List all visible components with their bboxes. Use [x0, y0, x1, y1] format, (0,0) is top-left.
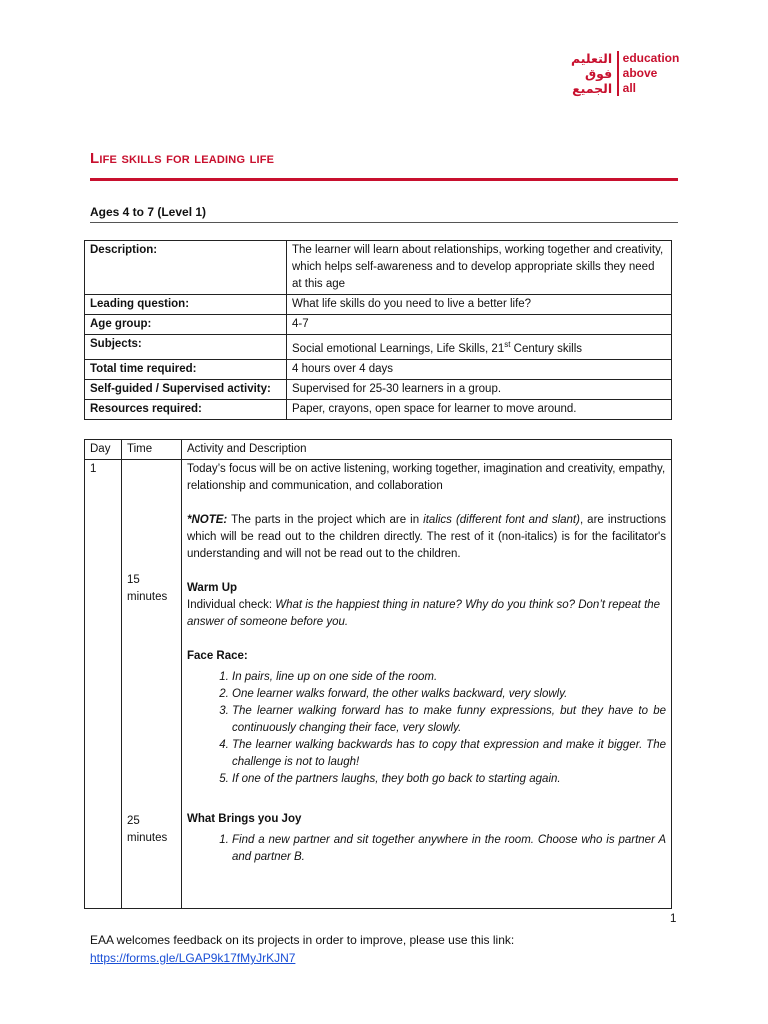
- table-row: [85, 241, 672, 295]
- project-info-table: [84, 240, 672, 420]
- table-row: [85, 295, 672, 315]
- info-value: Paper, crayons, open space for learner to move around.: [287, 399, 672, 419]
- info-value: The learner will learn about relationships, working together and creativity, which helps self-awareness and to develop appropriate skills they need at this age: [287, 241, 672, 295]
- col-header-time: Time: [122, 440, 182, 460]
- subjects-text: Century skills: [510, 342, 583, 355]
- info-value: 4-7: [287, 315, 672, 335]
- list-item: 1. In pairs, line up on one side of the room.: [232, 669, 666, 686]
- joy-heading: What Brings you Joy: [187, 813, 302, 826]
- note-label: *NOTE:: [187, 514, 228, 527]
- face-race-steps: [187, 669, 666, 788]
- time-unit: minutes: [127, 591, 168, 604]
- table-row: [85, 399, 672, 419]
- feedback-link[interactable]: https://forms.gle/LGAP9k17fMyJrKJN7: [90, 951, 296, 965]
- table-row: [85, 315, 672, 335]
- logo-en-line: all: [622, 81, 636, 95]
- warmup-prefix: Individual check:: [187, 599, 276, 612]
- subtitle-divider: [90, 222, 678, 223]
- warmup-heading: Warm Up: [187, 582, 238, 595]
- info-label: Subjects:: [85, 335, 287, 360]
- info-label: Self-guided / Supervised activity:: [85, 379, 287, 399]
- note-italic: italics (different font and slant): [423, 514, 580, 527]
- table-row: [85, 379, 672, 399]
- info-label: Description:: [85, 241, 287, 295]
- list-item: 1. Find a new partner and sit together anywhere in the room. Choose who is partner A and partner B.: [232, 832, 666, 866]
- title-divider: [90, 178, 678, 181]
- time-value: 15: [127, 574, 140, 587]
- eaa-logo: [571, 51, 679, 96]
- table-header-row: [85, 440, 672, 460]
- subjects-text: Social emotional Learnings, Life Skills, 21: [292, 342, 505, 355]
- list-item: 2. One learner walks forward, the other walks backward, very slowly.: [232, 686, 666, 703]
- table-row: [85, 460, 672, 909]
- info-label: Leading question:: [85, 295, 287, 315]
- time-cell: [122, 460, 182, 909]
- footer: [90, 931, 514, 967]
- table-row: [85, 359, 672, 379]
- activity-description-cell: [182, 460, 672, 909]
- time-warmup: [127, 572, 167, 606]
- time-value: 25: [127, 815, 140, 828]
- footer-text: EAA welcomes feedback on its projects in order to improve, please use this link:: [90, 933, 515, 947]
- col-header-activity: Activity and Description: [182, 440, 672, 460]
- warmup-question: What is the happiest thing in nature? Why do you think so? Don’t repeat the answer of someone before you.: [187, 599, 661, 629]
- table-row: [85, 335, 672, 360]
- logo-en-line: above: [622, 66, 658, 80]
- day-cell: 1: [85, 460, 122, 909]
- info-value: 4 hours over 4 days: [287, 359, 672, 379]
- time-unit: minutes: [127, 832, 168, 845]
- list-item: 5. If one of the partners laughs, they both go back to starting again.: [232, 771, 666, 788]
- warmup-text: [187, 597, 666, 631]
- focus-text: Today’s focus will be on active listening, working together, imagination and creativity, empathy, relationship and communication, and collaboration: [187, 463, 666, 493]
- info-value: [287, 335, 672, 360]
- ordinal-suffix: st: [504, 340, 511, 349]
- info-label: Age group:: [85, 315, 287, 335]
- joy-steps: [187, 832, 666, 866]
- list-item: 4. The learner walking backwards has to copy that expression and make it bigger. The challenge is not to laugh!: [232, 737, 666, 771]
- info-label: Total time required:: [85, 359, 287, 379]
- info-value: Supervised for 25-30 learners in a group.: [287, 379, 672, 399]
- note-text: , are instructions which will be read out to the children directly. The rest of it (non-italics) is for the facilitator's understanding and will not be read out to the children.: [187, 514, 667, 561]
- page-title: Life skills for leading life: [90, 150, 275, 167]
- logo-ar-line: الجميع: [572, 81, 613, 96]
- logo-arabic-text: [571, 51, 617, 96]
- info-label: Resources required:: [85, 399, 287, 419]
- logo-en-line: education: [622, 51, 680, 65]
- list-item: 3. The learner walking forward has to make funny expressions, but they have to be continuously changing their face, very slowly.: [232, 703, 666, 737]
- page-number: 1: [670, 913, 677, 925]
- logo-english-text: [619, 51, 680, 96]
- info-value: What life skills do you need to live a better life?: [287, 295, 672, 315]
- note-paragraph: [187, 512, 666, 563]
- age-subtitle: Ages 4 to 7 (Level 1): [90, 205, 207, 219]
- activity-table: [84, 439, 672, 909]
- note-text: The parts in the project which are in: [227, 514, 424, 527]
- face-race-heading: Face Race:: [187, 650, 248, 663]
- logo-ar-line: فوق: [584, 66, 613, 81]
- time-joy: [127, 813, 167, 847]
- logo-ar-line: التعليم: [571, 51, 613, 66]
- col-header-day: Day: [85, 440, 122, 460]
